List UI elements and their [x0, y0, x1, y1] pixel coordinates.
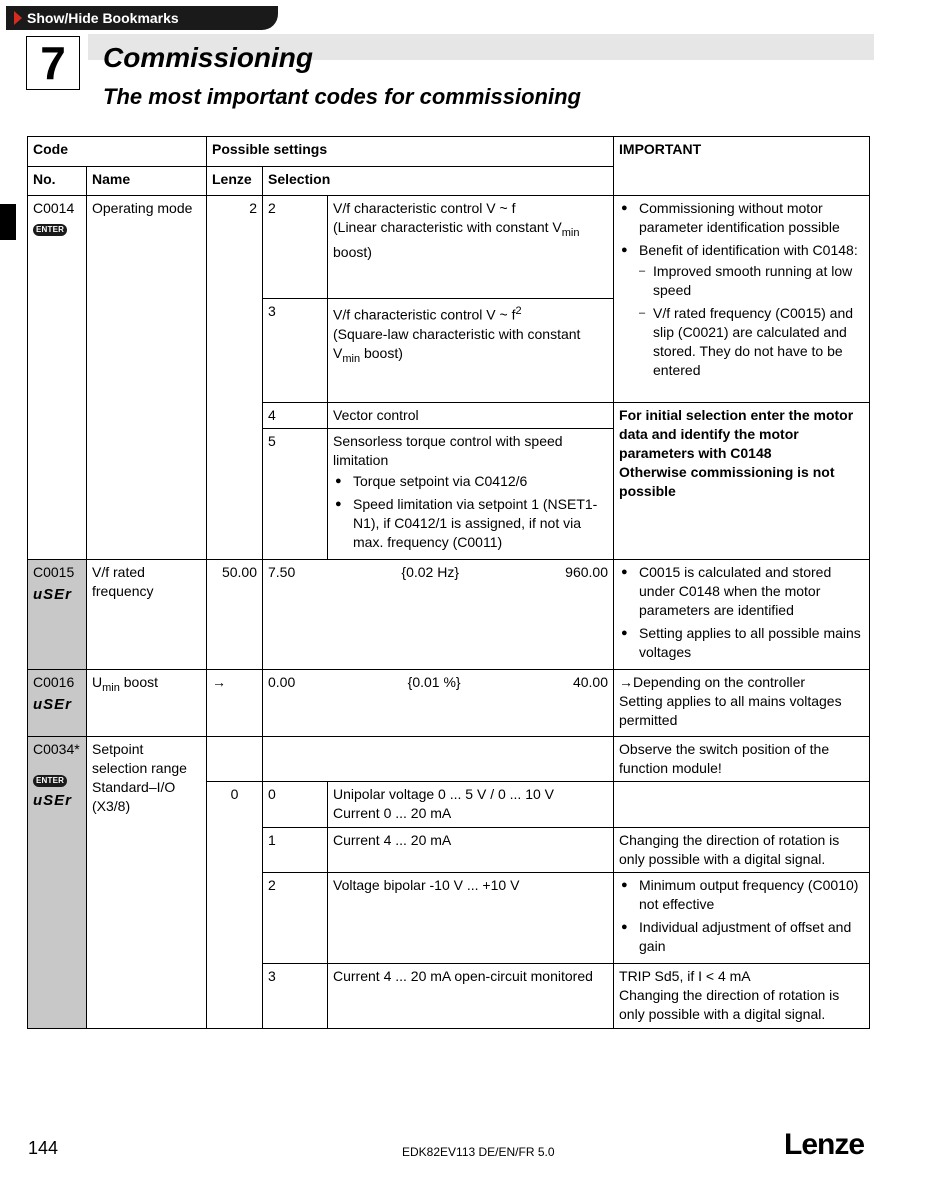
- name-c0015: V/f rated frequency: [87, 560, 207, 670]
- sel-subscript: min: [561, 226, 580, 239]
- document-id: EDK82EV113 DE/EN/FR 5.0: [402, 1145, 555, 1159]
- list-item: ● Commissioning without motor parameter identification possible: [619, 199, 864, 237]
- header-name: Name: [87, 167, 207, 196]
- sel-num: 2: [263, 873, 328, 964]
- list-item: ● C0015 is calculated and stored under C0148 when the motor parameters are identified: [619, 563, 864, 620]
- important-cell: [614, 560, 870, 670]
- list-item: [619, 241, 864, 380]
- show-hide-bookmarks-button[interactable]: [6, 6, 278, 30]
- list-item: ● Minimum output frequency (C0010) not effective: [619, 876, 864, 914]
- important-line: Setting applies to all mains voltages permitted: [619, 693, 842, 728]
- chapter-edge-marker: [0, 204, 16, 240]
- sel-subscript: min: [342, 352, 361, 365]
- code-cell: [28, 737, 87, 1029]
- list-item: – Improved smooth running at low speed: [639, 262, 864, 300]
- sel-text: [328, 429, 614, 560]
- sel-line: Unipolar voltage 0 ... 5 V / 0 ... 10 V: [333, 786, 555, 802]
- sel-fragment: (Square-law characteristic with constant V: [333, 325, 581, 361]
- list-item: ● Torque setpoint via C0412/6: [333, 472, 608, 491]
- important-cell: [614, 670, 870, 737]
- important-line: →Depending on the controller: [619, 674, 806, 690]
- name-c0014: Operating mode: [87, 196, 207, 560]
- header-selection: Selection: [263, 167, 614, 196]
- header-no: No.: [28, 167, 87, 196]
- sel-fragment: V/f characteristic control V ~ f: [333, 306, 516, 323]
- sel-line: Sensorless torque control with speed limitation: [333, 433, 563, 468]
- sel-line: [333, 325, 608, 369]
- sel-num: 4: [263, 403, 328, 429]
- range-min: 7.50: [268, 564, 296, 580]
- user-menu-icon: uSEr: [33, 792, 73, 809]
- sel-superscript: 2: [515, 305, 522, 317]
- important-line: For initial selection enter the motor data and identify the motor parameters with C0148: [619, 407, 854, 461]
- list-item-text: Benefit of identification with C0148:: [639, 242, 858, 258]
- sel-fragment: boost): [360, 344, 403, 361]
- user-menu-icon: uSEr: [33, 586, 73, 603]
- lenze-empty: [207, 737, 263, 782]
- important-cell: [614, 873, 870, 964]
- codes-table: [27, 136, 870, 1029]
- table-row: [28, 196, 870, 299]
- code-cell: [28, 196, 87, 560]
- enter-key-icon: ENTER: [33, 224, 67, 236]
- sel-num: 5: [263, 429, 328, 560]
- range-cell: [263, 670, 614, 737]
- page-title: Commissioning: [103, 42, 314, 73]
- range-step: {0.02 Hz}: [401, 564, 460, 580]
- sel-num: 1: [263, 828, 328, 873]
- list-item: ● Setting applies to all possible mains voltages: [619, 624, 864, 662]
- sel-num: 0: [263, 782, 328, 828]
- range-cell: [263, 560, 614, 670]
- table-row: [28, 737, 870, 782]
- header-possible-settings: Possible settings: [207, 137, 614, 167]
- list-item: ● Individual adjustment of offset and gain: [619, 918, 864, 956]
- code-cell: [28, 670, 87, 737]
- code-c0014: C0014: [33, 200, 75, 216]
- sel-line: Current 0 ... 20 mA: [333, 805, 452, 821]
- sel-text: [328, 782, 614, 828]
- table-row: [28, 560, 870, 670]
- enter-key-icon: ENTER: [33, 775, 67, 787]
- sel-text: Current 4 ... 20 mA: [328, 828, 614, 873]
- name-subscript: min: [102, 681, 120, 694]
- sel-num: 2: [263, 196, 328, 299]
- lenze-logo: Lenze: [784, 1128, 865, 1161]
- lenze-c0016: →: [207, 670, 263, 737]
- list-item: – V/f rated frequency (C0015) and slip (C0021) are calculated and stored. They do not have to be entered: [639, 304, 864, 380]
- name-fragment: boost: [119, 674, 158, 690]
- code-c0015: C0015: [33, 564, 75, 580]
- range-min: 0.00: [268, 674, 296, 690]
- header-important: IMPORTANT: [614, 137, 870, 196]
- range-max: 40.00: [572, 674, 609, 690]
- important-line: Changing the direction of rotation is only possible with a digital signal.: [619, 987, 840, 1022]
- code-cell: [28, 560, 87, 670]
- table-row: [28, 670, 870, 737]
- important-cell: Observe the switch position of the function module!: [614, 737, 870, 782]
- sel-text: Current 4 ... 20 mA open-circuit monitored: [328, 964, 614, 1029]
- code-c0034: C0034*: [33, 741, 80, 757]
- page-subtitle: The most important codes for commissioning: [103, 84, 581, 109]
- header-lenze: Lenze: [207, 167, 263, 196]
- bookmarks-label: Show/Hide Bookmarks: [27, 10, 179, 26]
- sel-text: [328, 299, 614, 403]
- important-line: TRIP Sd5, if I < 4 mA: [619, 968, 751, 984]
- header-code: Code: [28, 137, 207, 167]
- range-max: 960.00: [565, 564, 608, 580]
- name-fragment: U: [92, 674, 103, 690]
- page-number: 144: [28, 1138, 59, 1158]
- important-cell: Changing the direction of rotation is only possible with a digital signal.: [614, 828, 870, 873]
- sel-num: 3: [263, 299, 328, 403]
- important-line: Otherwise commissioning is not possible: [619, 464, 835, 499]
- sel-text: Vector control: [328, 403, 614, 429]
- lenze-c0014: 2: [207, 196, 263, 560]
- list-item: ● Speed limitation via setpoint 1 (NSET1-N1), if C0412/1 is assigned, if not via max. frequency (C0011): [333, 495, 608, 552]
- sel-text: [328, 196, 614, 299]
- sel-line: [333, 218, 608, 262]
- chapter-number: 7: [26, 36, 80, 90]
- range-step: {0.01 %}: [407, 674, 461, 690]
- name-c0034: Setpoint selection range Standard–I/O (X3/8): [87, 737, 207, 1029]
- sel-line: [333, 302, 608, 325]
- lenze-c0034: 0: [207, 782, 263, 1029]
- important-empty: [614, 782, 870, 828]
- user-menu-icon: uSEr: [33, 696, 73, 713]
- name-c0016: [87, 670, 207, 737]
- code-c0016: C0016: [33, 674, 75, 690]
- sel-text: Voltage bipolar -10 V ... +10 V: [328, 873, 614, 964]
- important-cell: [614, 964, 870, 1029]
- important-cell: [614, 196, 870, 403]
- sel-fragment: (Linear characteristic with constant V: [333, 219, 562, 235]
- sel-fragment: boost): [333, 243, 372, 260]
- important-cell: [614, 403, 870, 560]
- play-triangle-icon: [14, 11, 22, 25]
- sel-num: 3: [263, 964, 328, 1029]
- sel-line: V/f characteristic control V ~ f: [333, 200, 516, 216]
- lenze-c0015: 50.00: [207, 560, 263, 670]
- sel-empty: [263, 737, 614, 782]
